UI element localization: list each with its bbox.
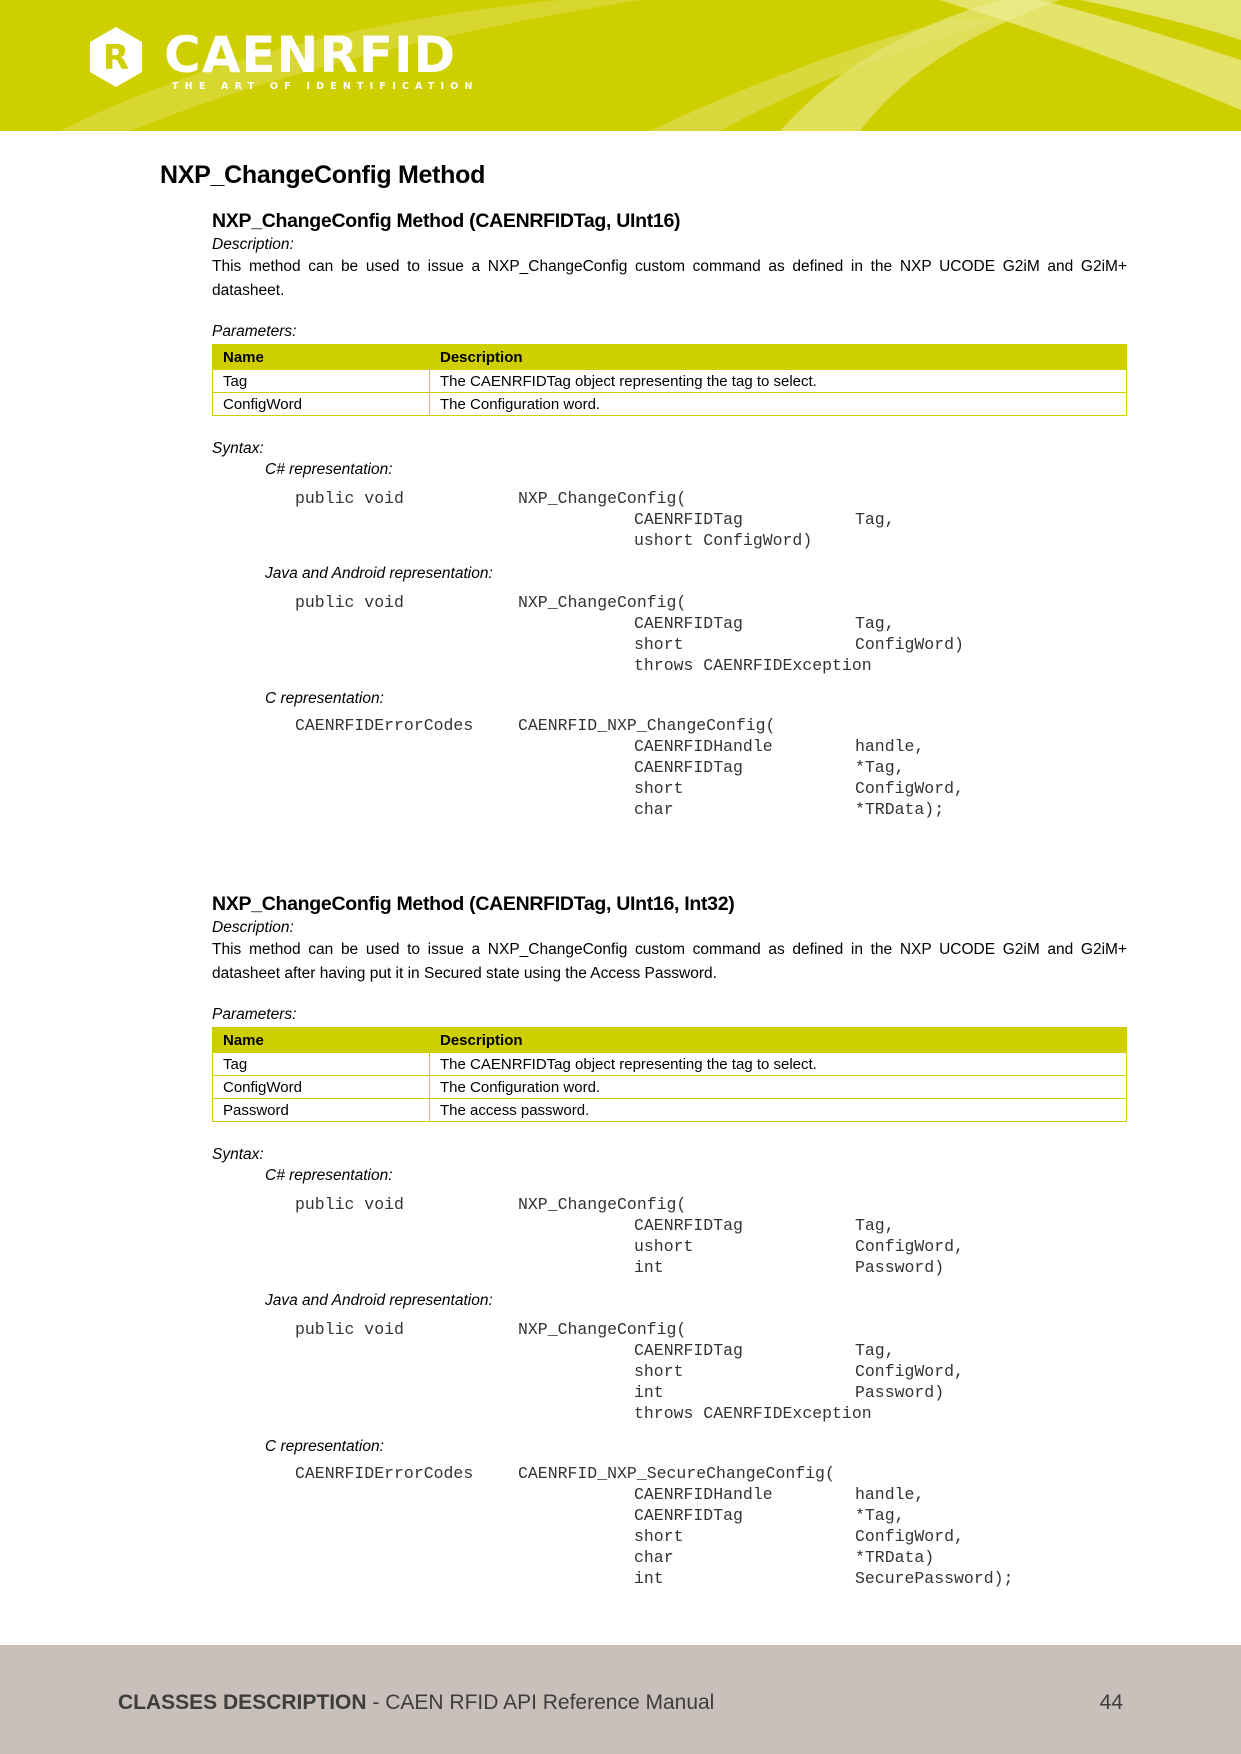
c-label: C representation:: [265, 690, 384, 707]
parameters-label: Parameters:: [212, 1006, 297, 1023]
code-token: int: [634, 1569, 664, 1588]
code-token: NXP_ChangeConfig(: [518, 1320, 687, 1339]
description-label: Description:: [212, 919, 294, 936]
code-token: char: [634, 1548, 674, 1567]
code-line: [295, 634, 1127, 655]
code-token: ConfigWord,: [855, 1237, 964, 1256]
csharp-label: C# representation:: [265, 461, 393, 478]
code-token: Tag,: [855, 614, 895, 633]
code-line: [295, 1361, 1127, 1382]
code-token: short: [634, 779, 684, 798]
code-line: [295, 613, 1127, 634]
column-header-name: Name: [213, 345, 430, 370]
code-token: *TRData);: [855, 800, 945, 819]
table-row: [213, 1076, 1127, 1099]
code-line: [295, 1403, 1127, 1424]
column-header-name: Name: [213, 1028, 430, 1053]
param-description: The access password.: [430, 1099, 1127, 1122]
column-header-description: Description: [430, 345, 1127, 370]
code-token: public void: [295, 593, 404, 612]
method-title: NXP_ChangeConfig Method (CAENRFIDTag, UInt16): [212, 210, 681, 232]
description-text: This method can be used to issue a NXP_ChangeConfig custom command as defined in the NXP UCODE G2iM and G2iM+ datasheet.: [212, 258, 1127, 299]
param-name: Tag: [213, 370, 430, 393]
description-text: This method can be used to issue a NXP_ChangeConfig custom command as defined in the NXP UCODE G2iM and G2iM+ datasheet after having put it in Secured state using the Access Password.: [212, 941, 1127, 982]
code-token: NXP_ChangeConfig(: [518, 489, 687, 508]
svg-text:R: R: [102, 38, 130, 78]
code-line: [295, 509, 1127, 530]
code-token: char: [634, 800, 674, 819]
csharp-label: C# representation:: [265, 1167, 393, 1184]
param-description: The Configuration word.: [430, 393, 1127, 416]
code-token: NXP_ChangeConfig(: [518, 1195, 687, 1214]
code-token: public void: [295, 489, 404, 508]
param-description: The CAENRFIDTag object representing the tag to select.: [430, 1053, 1127, 1076]
parameters-label: Parameters:: [212, 323, 297, 340]
method-section-1: [212, 208, 1127, 820]
c-code: [295, 715, 1127, 820]
java-label: Java and Android representation:: [265, 1292, 493, 1309]
code-token: CAENRFIDTag: [634, 758, 743, 777]
code-line: [295, 1463, 1127, 1484]
syntax-label: Syntax:: [212, 1146, 264, 1163]
page-header: [0, 0, 1241, 131]
code-line: [295, 1484, 1127, 1505]
code-token: public void: [295, 1195, 404, 1214]
table-header-row: [213, 345, 1127, 370]
param-description: The Configuration word.: [430, 1076, 1127, 1099]
code-token: int: [634, 1383, 664, 1402]
table-row: [213, 370, 1127, 393]
code-token: SecurePassword);: [855, 1569, 1014, 1588]
page-title: NXP_ChangeConfig Method: [160, 161, 486, 189]
code-token: ConfigWord): [855, 635, 964, 654]
code-token: CAENRFID_NXP_ChangeConfig(: [518, 716, 776, 735]
code-token: handle,: [855, 1485, 925, 1504]
code-line: [295, 1505, 1127, 1526]
code-line: [295, 757, 1127, 778]
code-token: short: [634, 1527, 684, 1546]
code-token: short: [634, 1362, 684, 1381]
column-header-description: Description: [430, 1028, 1127, 1053]
code-line: [295, 1236, 1127, 1257]
page-number: 44: [1099, 1691, 1123, 1714]
code-line: [295, 1215, 1127, 1236]
code-line: [295, 1382, 1127, 1403]
page-footer: [0, 1645, 1241, 1754]
csharp-code: [295, 488, 1127, 551]
java-label: Java and Android representation:: [265, 565, 493, 582]
method-title: NXP_ChangeConfig Method (CAENRFIDTag, UInt16, Int32): [212, 893, 735, 915]
description-label: Description:: [212, 236, 294, 253]
code-token: CAENRFIDErrorCodes: [295, 1464, 474, 1483]
code-token: Tag,: [855, 1341, 895, 1360]
param-name: ConfigWord: [213, 1076, 430, 1099]
code-token: ushort ConfigWord): [634, 531, 813, 550]
code-line: [295, 1526, 1127, 1547]
code-token: CAENRFID_NXP_SecureChangeConfig(: [518, 1464, 835, 1483]
code-line: [295, 1547, 1127, 1568]
code-line: [295, 1257, 1127, 1278]
csharp-code: [295, 1194, 1127, 1278]
code-line: [295, 1340, 1127, 1361]
java-code: [295, 592, 1127, 676]
java-code: [295, 1319, 1127, 1424]
table-header-row: [213, 1028, 1127, 1053]
code-token: Password): [855, 1258, 945, 1277]
code-token: *Tag,: [855, 758, 905, 777]
logo-text: CAENRFID: [164, 26, 457, 84]
code-line: [295, 778, 1127, 799]
code-token: *TRData): [855, 1548, 935, 1567]
param-name: ConfigWord: [213, 393, 430, 416]
code-line: [295, 799, 1127, 820]
code-line: [295, 715, 1127, 736]
code-line: [295, 655, 1127, 676]
code-token: NXP_ChangeConfig(: [518, 593, 687, 612]
code-token: CAENRFIDHandle: [634, 737, 773, 756]
code-token: ushort: [634, 1237, 694, 1256]
code-token: Tag,: [855, 1216, 895, 1235]
code-token: *Tag,: [855, 1506, 905, 1525]
table-row: [213, 1053, 1127, 1076]
code-line: [295, 592, 1127, 613]
logo-mark-icon: [88, 25, 144, 89]
code-line: [295, 736, 1127, 757]
method-section-2: [212, 891, 1127, 1589]
logo-tagline: THE ART OF IDENTIFICATION: [172, 81, 479, 92]
c-code: [295, 1463, 1127, 1589]
code-token: public void: [295, 1320, 404, 1339]
code-token: handle,: [855, 737, 925, 756]
code-token: CAENRFIDTag: [634, 1506, 743, 1525]
code-token: ConfigWord,: [855, 779, 964, 798]
code-token: Tag,: [855, 510, 895, 529]
syntax-label: Syntax:: [212, 440, 264, 457]
parameters-table: [212, 1027, 1127, 1122]
code-token: ConfigWord,: [855, 1527, 964, 1546]
code-token: CAENRFIDTag: [634, 510, 743, 529]
param-name: Password: [213, 1099, 430, 1122]
code-token: CAENRFIDTag: [634, 614, 743, 633]
code-line: [295, 488, 1127, 509]
code-token: CAENRFIDErrorCodes: [295, 716, 474, 735]
c-label: C representation:: [265, 1438, 384, 1455]
code-token: throws CAENRFIDException: [634, 1404, 872, 1423]
code-token: CAENRFIDHandle: [634, 1485, 773, 1504]
table-row: [213, 393, 1127, 416]
param-description: The CAENRFIDTag object representing the tag to select.: [430, 370, 1127, 393]
code-token: ConfigWord,: [855, 1362, 964, 1381]
code-token: int: [634, 1258, 664, 1277]
code-line: [295, 1568, 1127, 1589]
code-line: [295, 1194, 1127, 1215]
footer-section: CLASSES DESCRIPTION: [118, 1691, 367, 1714]
code-token: short: [634, 635, 684, 654]
code-token: Password): [855, 1383, 945, 1402]
code-token: CAENRFIDTag: [634, 1216, 743, 1235]
code-line: [295, 530, 1127, 551]
code-token: throws CAENRFIDException: [634, 656, 872, 675]
footer-separator: -: [366, 1691, 386, 1714]
param-name: Tag: [213, 1053, 430, 1076]
code-token: CAENRFIDTag: [634, 1341, 743, 1360]
footer-text: [118, 1691, 714, 1715]
table-row: [213, 1099, 1127, 1122]
code-line: [295, 1319, 1127, 1340]
parameters-table: [212, 344, 1127, 416]
footer-manual-title: CAEN RFID API Reference Manual: [385, 1691, 715, 1714]
